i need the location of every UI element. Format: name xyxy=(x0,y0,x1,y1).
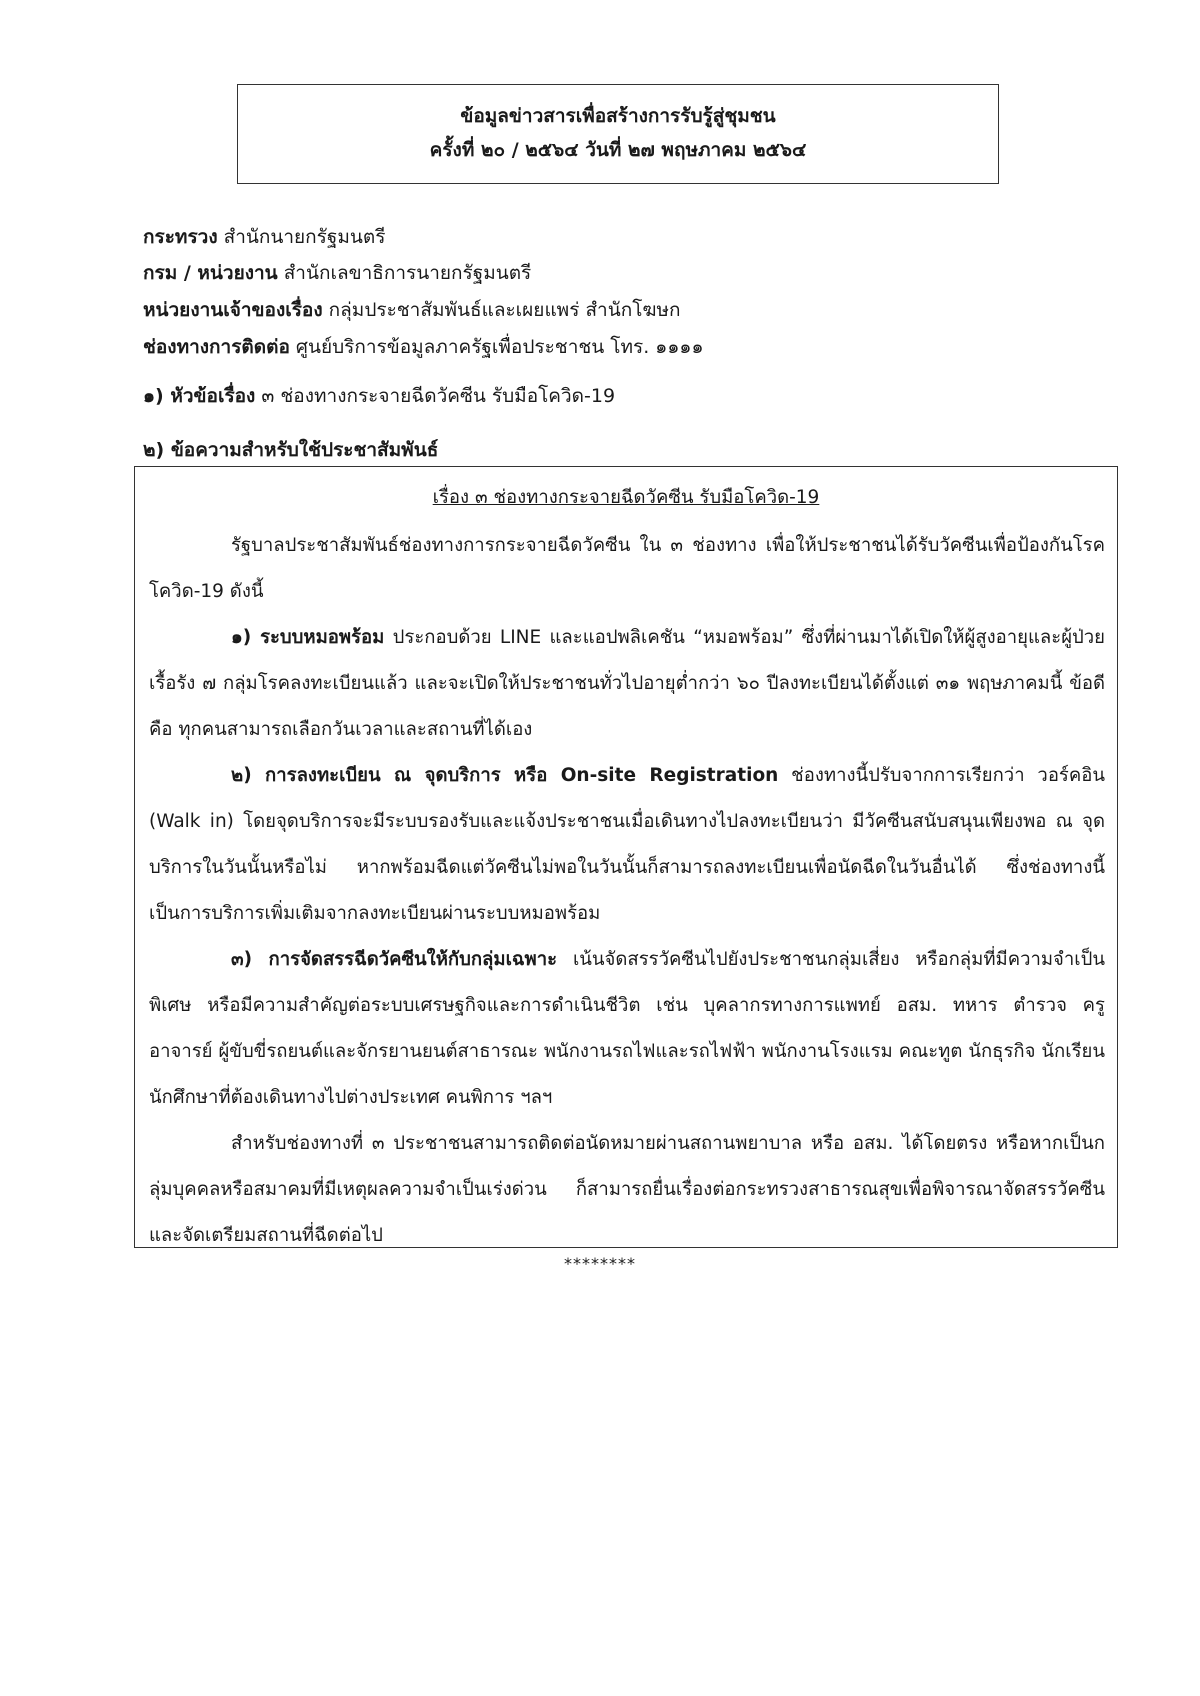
pr-heading-line xyxy=(143,435,438,465)
issue-date-line: ครั้งที่ ๒๐ / ๒๕๖๔ วันที่ ๒๗ พฤษภาคม ๒๕๖๔ xyxy=(429,139,807,161)
topic-label: ๑) หัวข้อเรื่อง xyxy=(143,385,256,407)
pr-message-box xyxy=(134,466,1118,1248)
item2-paragraph xyxy=(149,753,1105,937)
contact-value: ศูนย์บริการข้อมูลภาครัฐเพื่อประชาชน โทร. ๑๑๑๑ xyxy=(289,336,704,358)
topic-value: ๓ ช่องทางกระจายฉีดวัคซีน รับมือโควิด-19 xyxy=(255,385,616,407)
owner-value: กลุ่มประชาสัมพันธ์และเผยแพร่ สำนักโฆษก xyxy=(322,299,681,321)
ministry-value: สำนักนายกรัฐมนตรี xyxy=(217,226,386,248)
department-label: กรม / หน่วยงาน xyxy=(143,262,278,284)
contact-label: ช่องทางการติดต่อ xyxy=(143,336,290,358)
document-title-box xyxy=(237,84,999,184)
end-marker: ******** xyxy=(564,1254,636,1273)
item1-heading: ๑) ระบบหมอพร้อม xyxy=(231,627,385,648)
item3-heading: ๓) การจัดสรรฉีดวัคซีนให้กับกลุ่มเฉพาะ xyxy=(231,949,558,970)
message-title-text: เรื่อง ๓ ช่องทางกระจายฉีดวัคซีน รับมือโควิด-19 xyxy=(432,487,820,508)
item2-body: ช่องทางนี้ปรับจากการเรียกว่า วอร์คอิน (Walk in) โดยจุดบริการจะมีระบบรองรับและแจ้งประชาชนเมื่อเดินทางไปลงทะเบียนว่า มีวัคซีนสนับสนุนเพียงพอ ณ จุดบริการในวันนั้นหรือไม่ หากพร้อมฉีดแต่วัคซีนไม่พอในวันนั้นก็สามารถลงทะเบียนเพื่อนัดฉีดในวันอื่นได้ ซึ่งช่องทางนี้เป็นการบริการเพิ่มเติมจากลงทะเบียนผ่านระบบหมอพร้อม xyxy=(149,765,1105,924)
intro-paragraph: รัฐบาลประชาสัมพันธ์ช่องทางการกระจายฉีดวัคซีน ใน ๓ ช่องทาง เพื่อให้ประชาชนได้รับวัคซีนเพื่อป้องกันโรคโควิด-19 ดังนี้ xyxy=(149,535,1105,602)
message-title xyxy=(135,483,1117,513)
item3-paragraph xyxy=(149,937,1105,1121)
item1-paragraph xyxy=(149,615,1105,753)
topic-line xyxy=(143,381,615,411)
contact-line xyxy=(143,332,704,362)
department-value: สำนักเลขาธิการนายกรัฐมนตรี xyxy=(277,262,532,284)
item2-heading: ๒) การลงทะเบียน ณ จุดบริการ หรือ On-site Registration xyxy=(231,765,779,786)
ministry-line xyxy=(143,222,385,252)
item3-body: เน้นจัดสรรวัคซีนไปยังประชาชนกลุ่มเสี่ยง หรือกลุ่มที่มีความจำเป็นพิเศษ หรือมีความสำคัญต่อระบบเศรษฐกิจและการดำเนินชีวิต เช่น บุคลากรทางการแพทย์ อสม. ทหาร ตำรวจ ครู อาจารย์ ผู้ขับขี่รถยนต์และจักรยานยนต์สาธารณะ พนักงานรถไฟและรถไฟฟ้า พนักงานโรงแรม คณะทูต นักธุรกิจ นักเรียน นักศึกษาที่ต้องเดินทางไปต่างประเทศ คนพิการ ฯลฯ xyxy=(149,949,1105,1108)
ministry-label: กระทรวง xyxy=(143,226,218,248)
owner-line xyxy=(143,295,681,325)
department-line xyxy=(143,258,531,288)
pr-heading: ๒) ข้อความสำหรับใช้ประชาสัมพันธ์ xyxy=(143,439,439,461)
owner-label: หน่วยงานเจ้าของเรื่อง xyxy=(143,299,323,321)
item1-body: ประกอบด้วย LINE และแอปพลิเคชัน “หมอพร้อม” ซึ่งที่ผ่านมาได้เปิดให้ผู้สูงอายุและผู้ป่วยเรื้อรัง ๗ กลุ่มโรคลงทะเบียนแล้ว และจะเปิดให้ประชาชนทั่วไปอายุต่ำกว่า ๖๐ ปีลงทะเบียนได้ตั้งแต่ ๓๑ พฤษภาคมนี้ ข้อดีคือ ทุกคนสามารถเลือกวันเวลาและสถานที่ได้เอง xyxy=(149,627,1105,740)
closing-paragraph: สำหรับช่องทางที่ ๓ ประชาชนสามารถติดต่อนัดหมายผ่านสถานพยาบาล หรือ อสม. ได้โดยตรง หรือหากเป็นกลุ่มบุคคลหรือสมาคมที่มีเหตุผลความจำเป็นเร่งด่วน ก็สามารถยื่นเรื่องต่อกระทรวงสาธารณสุขเพื่อพิจารณาจัดสรรวัคซีนและจัดเตรียมสถานที่ฉีดต่อไป xyxy=(149,1133,1105,1246)
document-title: ข้อมูลข่าวสารเพื่อสร้างการรับรู้สู่ชุมชน xyxy=(460,105,776,127)
